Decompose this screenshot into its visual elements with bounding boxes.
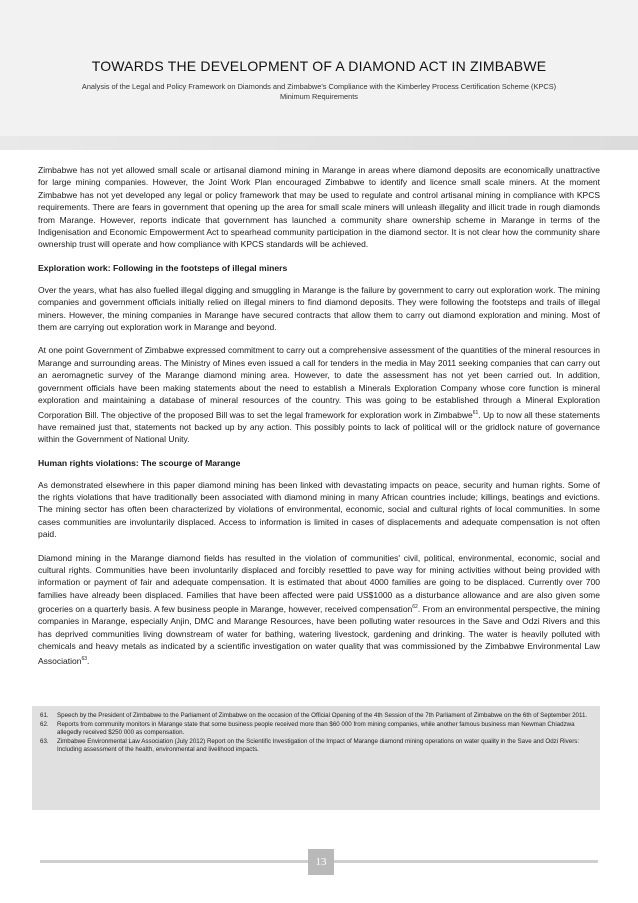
- footnote-number: 63.: [40, 737, 49, 745]
- footnote-number: 61.: [40, 712, 49, 719]
- page-number: 13: [308, 849, 334, 875]
- footnote-63: [40, 738, 592, 755]
- heading-exploration-work: Exploration work: Following in the footsteps of illegal miners: [38, 262, 288, 273]
- document-subtitle: Analysis of the Legal and Policy Framework on Diamonds and Zimbabwe's Compliance with the Kimberley Process Certification Scheme (KPCS) Minimum Requirements: [81, 82, 557, 101]
- footnote-ref-63[interactable]: 63: [81, 655, 88, 662]
- body-text: [38, 164, 600, 678]
- paragraph-marange-part1: Diamond mining in the Marange diamond fields has resulted in the violation of communities' civil, political, environmental, economic, social and cultural rights. Communities have been involuntarily displaced and forcibly resettled to pave way for mining activities without being provided with information or payment of fair and adequate compensation. It is estimated that about 4000 families are going to be displaced. Currently over 700 families have already been displaced. Families that have been affected were paid US$1000 as a disturbance allowance and are also given some groceries on a quarterly basis. A few business people in Marange, however, received compensation: [38, 552, 600, 615]
- paragraph-assessment: [38, 344, 600, 445]
- heading-human-rights: Human rights violations: The scourge of Marange: [38, 457, 241, 468]
- footnotes-box: [32, 706, 600, 810]
- paragraph-marange-part2: . From an environmental perspective, the mining companies in Marange, especially Anjin, DMC and Marange Resources, have been polluting water resources in the Save and Odzi Rivers and this has deprived communities living downstream of water for bathing, watering livestock, gardening and drinking. The water is heavily polluted with chemicals and heavy metals as indicated by a scientific investigation on water quality that was commissioned by the Zimbabwe Environmental Law Association: [38, 604, 600, 666]
- paragraph-small-scale-mining: Zimbabwe has not yet allowed small scale or artisanal diamond mining in Marange in areas where diamond deposits are economically unattractive for large mining companies. However, the Joint Work Plan encouraged Zimbabwe to identify and licence small scale miners. At the moment Zimbabwe has not yet developed any legal or policy framework that may be used to regulate and control artisanal mining in compliance with KPCS requirements. There are fears in government that opening up the area for small scale miners will unleash illegality and illicit trade in rough diamonds from Marange. However, reports indicate that government has launched a community share ownership scheme in Marange in terms of the Indigenisation and Economic Empowerment Act to spearhead community participation in the diamond sector. It is not clear how the community share ownership trust will operate and how compliance with KPCS standards will be achieved.: [38, 165, 600, 250]
- header-band: [0, 0, 638, 150]
- paragraph-rights-violations: As demonstrated elsewhere in this paper diamond mining has been linked with devastating impacts on peace, security and human rights. Some of the rights violations that have traditionally been associated with diamond mining in many African countries include; killings, beatings and evictions. The mining sector has often been characterized by violations of environmental, economic, social and cultural rights of local communities. In some cases communities are involuntarily displaced. Access to information is limited in cases of displacements and adequate compensation is not often paid.: [38, 479, 600, 540]
- footnote-number: 62.: [40, 720, 49, 728]
- paragraph-assessment-part1: At one point Government of Zimbabwe expressed commitment to carry out a comprehensive assessment of the quantities of the mineral resources in Marange and surrounding areas. The Ministry of Mines even issued a call for tenders in the media in May 2011 seeking companies that can carry out an aeromagnetic survey of the Marange diamond mining area. However, to date the assessment has not yet been carried out. In addition, government officials have been making statements about the need to establish a Minerals Exploration Company whose core function is mineral exploration and maintaining a database of mineral resources of the country. This was going to be established through a Mineral Exploration Corporation Bill. The objective of the proposed Bill was to set the legal framework for exploration work in Zimbabwe: [38, 345, 600, 420]
- footnote-62: [40, 721, 592, 738]
- paragraph-marange-part3: .: [87, 655, 90, 666]
- paragraph-exploration: Over the years, what has also fuelled illegal digging and smuggling in Marange is the failure by government to carry out exploration work. The mining companies and government officials initially relied on illegal miners to find diamond deposits. They were following the footsteps and trails of illegal miners. However, the mining companies in Marange have secured contracts that allow them to carry out diamond exploration and mining. Most of them are carrying out exploration work in Marange and beyond.: [38, 284, 600, 333]
- footnote-61: [40, 712, 592, 721]
- footnote-ref-61[interactable]: 61: [472, 409, 479, 416]
- paragraph-assessment-part2: . Up to now all these statements have remained just that, statements not backed up by any action. This possibly points to lack of political will or the gridlock nature of governance within the Government of National Unity.: [38, 409, 600, 445]
- footnote-text: Speech by the President of Zimbabwe to the Parliament of Zimbabwe on the occasion of the Official Opening of the 4th Session of the 7th Parliament of Zimbabwe on the 6th of September 2011.: [57, 712, 588, 719]
- document-title: TOWARDS THE DEVELOPMENT OF A DIAMOND ACT IN ZIMBABWE: [91, 58, 547, 74]
- footnote-ref-62[interactable]: 62: [412, 604, 418, 611]
- footnote-text: Reports from community monitors in Marange state that some business people received more than $60 000 from mining companies, while another famous business man Newman Chiadzwa allegedly received $250 000 as compensation.: [57, 720, 575, 737]
- paragraph-marange-violations: [38, 552, 600, 667]
- footnote-text: Zimbabwe Environmental Law Association (July 2012) Report on the Scientific Investigation of the Impact of Marange diamond mining operations on water quality in the Save and Odzi Rivers: Including assessment of the health, environmental and livelihood impacts.: [57, 737, 580, 754]
